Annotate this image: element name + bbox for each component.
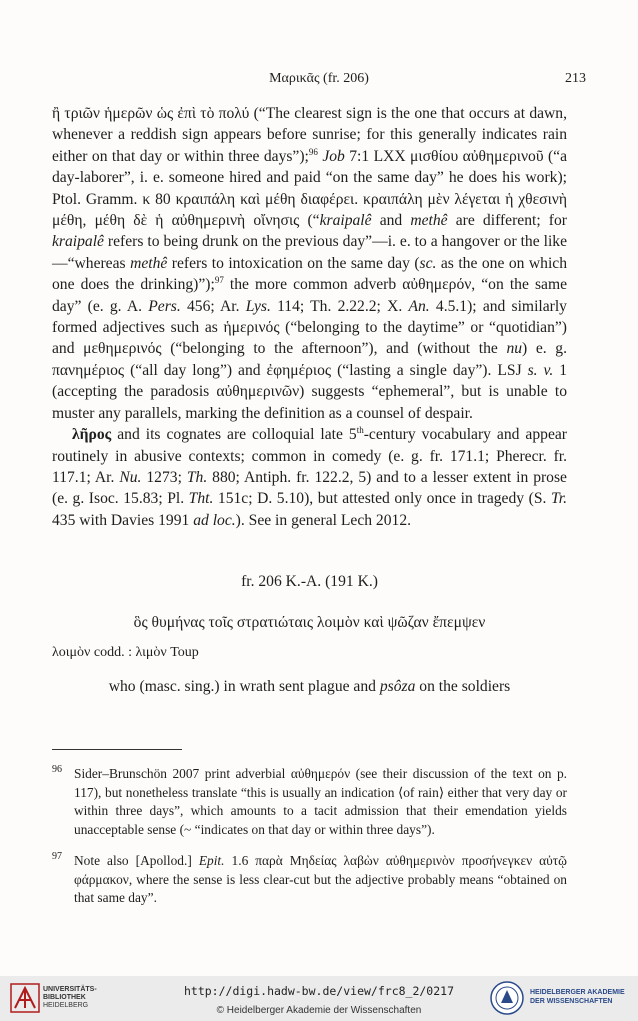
footnote-96: 96 Sider–Brunschön 2007 print adverbial αὐθημερόν (see their discussion of the text on p. 117), but nonetheless translate “this is usually an indication ⟨of rain⟩ either that very day or within three days”, which amounts to a tacit admission that their emendation yields unacceptable sense (~ “indicates on that day or within three days”).	[52, 765, 567, 839]
university-library-name: UNIVERSITÄTS- BIBLIOTHEK HEIDELBERG	[43, 986, 97, 1009]
paragraph-1: ἢ τριῶν ἡμερῶν ὡς ἐπὶ τὸ πολύ (“The clearest sign is the one that occurs at dawn, whenever a reddish sign appears before sunrise; for this generally indicates rain either on that day or within three days”);$^{96}$ Job 7:1 LXX μισθίου αὐθημερινοῦ (“a day-laborer”, i. e. someone hired and paid “on the same day” he does his work); Ptol. Gramm. κ 80 κραιπάλη καὶ μέθη διαφέρει. κραιπάλη μὲν λέγεται ἡ χθεσινὴ μέθη, μέθη δὲ ἡ αὐθημερινὴ οἴνησις (“kraipalê and methê are different; for kraipalê refers to being drunk on the previous day”—i. e. to a hangover or the like—“whereas methê refers to intoxication on the same day (sc. as the one on which one does the drinking)”);$^{97}$ the more common adverb αὐθημερόν, “on the same day” (e. g. A. Pers. 456; Ar. Lys. 114; Th. 2.22.2; X. An. 4.5.1); and similarly formed adjectives such as ἡμερινός (“belonging to the daytime” or “quotidian”) and μεθημερινός (“belonging to the afternoon”), and (without the nu) e. g. πανημέριος (“all day long”) and ἐφημέριος (“lasting a single day”). LSJ s. v. 1 (accepting the paradosis αὐθημερινῶν) suggests “ephemeral”, but is unable to muster any parallels, marking the definition as a counsel of despair.	[52, 105, 568, 422]
copyright-notice: © Heidelberger Akademie der Wissenschaften	[216, 1005, 422, 1016]
footnote-rule	[52, 749, 182, 750]
page-number: 213	[565, 71, 586, 86]
critical-apparatus: λοιμὸν codd. : λιμὸν Toup	[52, 645, 199, 660]
footnote-ref-96[interactable]: 96	[308, 146, 318, 157]
commentary-text	[52, 103, 567, 531]
footnote-ref-97[interactable]: 97	[214, 275, 224, 286]
fragment-greek-text: ὃς θυμήνας τοῖς στρατιώταις λοιμὸν καὶ ψῶζαν ἔπεμψεν	[133, 614, 486, 631]
footnote-97: 97 Note also [Apollod.] Epit. 1.6 παρὰ Μηδείας λαβὼν αὐθημερινὸν προσήνεγκεν αὐτῷ φάρμακον, where the sense is less clear-cut but the adjective probably means “obtained on that same day”.	[52, 852, 567, 908]
viewer-footer	[0, 976, 638, 1021]
running-header	[52, 71, 586, 91]
fragment-translation: who (masc. sing.) in wrath sent plague and psôza on the soldiers	[108, 678, 511, 695]
academy-name: HEIDELBERGER AKADEMIE DER WISSENSCHAFTEN	[530, 989, 625, 1005]
paragraph-2: λῆρος and its cognates are colloquial late 5th-century vocabulary and appear routinely in abusive contexts; common in comedy (e. g. fr. 171.1; Pherecr. fr. 117.1; Ar. Nu. 1273; Th. 880; Antiph. fr. 122.2, 5) and to a lesser extent in prose (e. g. Isoc. 15.83; Pl. Tht. 151c; D. 5.10), but attested only once in tragedy (S. Tr. 435 with Davies 1991 ad loc.). See in general Lech 2012.	[52, 424, 567, 529]
lemma-leros: λῆρος	[72, 426, 112, 444]
running-title: Μαρικᾶς (fr. 206)	[269, 71, 369, 86]
permalink-url[interactable]: http://digi.hadw-bw.de/view/frc8_2/0217	[183, 984, 455, 998]
academy-seal-icon[interactable]	[490, 981, 524, 1015]
fragment-heading: fr. 206 K.-A. (191 K.)	[241, 573, 378, 590]
footnote-number: 97	[52, 851, 62, 862]
footnote-number: 96	[52, 764, 62, 775]
